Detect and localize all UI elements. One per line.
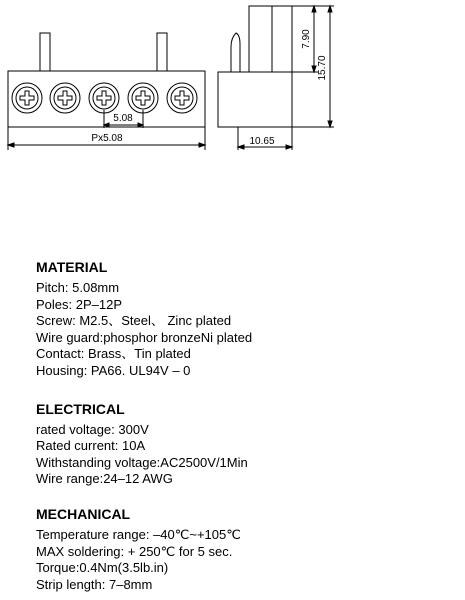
electrical-line: Wire range:24–12 AWG: [36, 471, 173, 487]
material-line: Poles: 2P–12P: [36, 296, 123, 312]
electrical-section: [36, 400, 456, 488]
mechanical-line: Torque:0.4Nm(3.5lb.in): [36, 560, 169, 576]
material-line: Screw: M2.5、Steel、 Zinc plated: [36, 313, 232, 329]
material-line: Contact: Brass、Tin plated: [36, 346, 191, 362]
material-title: MATERIAL: [36, 259, 108, 275]
electrical-line: rated voltage: 300V: [36, 421, 149, 437]
dim-height-upper-label: 7.90: [301, 29, 312, 49]
technical-drawing: [0, 0, 465, 250]
mechanical-section: [36, 505, 456, 593]
screw-icon: [12, 83, 42, 113]
electrical-line: Withstanding voltage:AC2500V/1Min: [36, 454, 248, 470]
specifications: [36, 258, 456, 593]
mechanical-line: MAX soldering: + 250℃ for 5 sec.: [36, 543, 233, 559]
side-lower-block: [218, 72, 292, 127]
mechanical-title: MECHANICAL: [36, 505, 131, 522]
screw-icon: [128, 83, 158, 113]
wire-guard: [231, 33, 240, 72]
material-line: Housing: PA66. UL94V – 0: [36, 362, 191, 378]
material-line: Pitch: 5.08mm: [36, 280, 120, 295]
pin-left: [40, 33, 50, 71]
dim-height-total-label: 15.70: [317, 55, 328, 81]
pin-right: [157, 33, 167, 71]
material-line: Wire guard:phosphor bronzeNi plated: [36, 329, 253, 345]
mechanical-line: Strip length: 7–8mm: [36, 576, 153, 592]
screw-terminals: [12, 83, 197, 113]
material-section: [36, 258, 456, 380]
electrical-line: Rated current: 10A: [36, 438, 146, 454]
side-upper-block: [249, 6, 292, 72]
screw-icon: [89, 83, 119, 113]
mechanical-line: Temperature range: –40℃~+105℃: [36, 526, 241, 542]
screw-icon: [50, 83, 80, 113]
dim-depth-label: 10.65: [249, 136, 275, 147]
dim-width-label: Px5.08: [91, 133, 123, 144]
screw-icon: [167, 83, 197, 113]
dim-pitch-label: 5.08: [113, 113, 133, 124]
electrical-title: ELECTRICAL: [36, 400, 125, 417]
